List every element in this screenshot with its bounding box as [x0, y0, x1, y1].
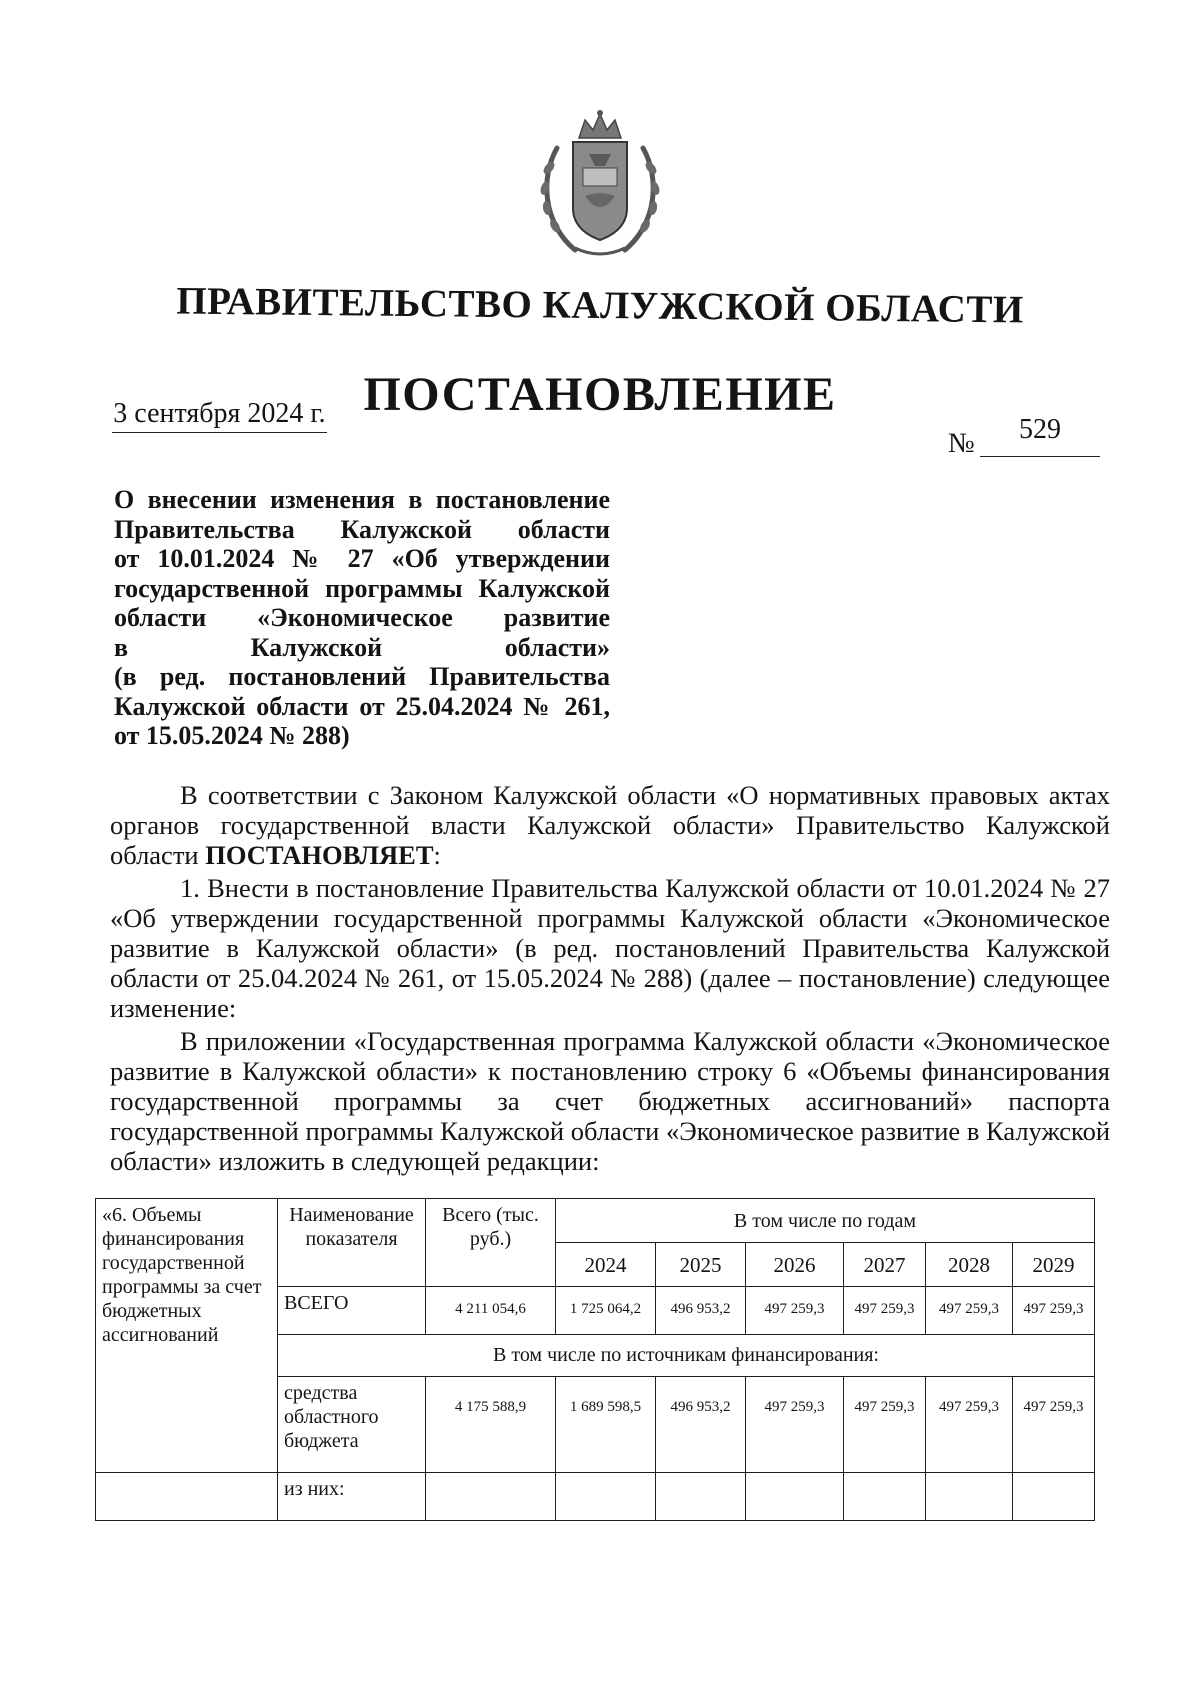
total-row-value: 497 259,3: [926, 1287, 1013, 1335]
regional-row-value: 1 689 598,5: [556, 1377, 656, 1473]
number-sign: №: [948, 428, 975, 459]
subject-line: О внесении изменения в постановление: [114, 485, 610, 514]
document-body: [110, 780, 1110, 1176]
clause-1-paragraph: 1. Внести в постановление Правительства Калужской области от 10.01.2024 № 27 «Об утверждении государственной программы Калужской области «Экономическое развитие в Калужской области» (в ред. постановлений Правительства Калужской области от 25.04.2024 № 261, от 15.05.2024 № 288) (далее – постановление) следующее изменение:: [110, 873, 1110, 1023]
empty-cell: [96, 1473, 278, 1521]
empty-cell: [746, 1473, 844, 1521]
year-header: 2028: [926, 1243, 1013, 1287]
total-row-value: 497 259,3: [746, 1287, 844, 1335]
total-header: Всего (тыс. руб.): [426, 1199, 556, 1287]
subject-line: (в ред. постановлений Правительства: [114, 662, 610, 691]
sources-header: В том числе по источникам финансирования:: [278, 1335, 1095, 1377]
organization-title: ПРАВИТЕЛЬСТВО КАЛУЖСКОЙ ОБЛАСТИ: [176, 279, 1024, 332]
regional-row-value: 497 259,3: [746, 1377, 844, 1473]
total-row-value: 497 259,3: [1013, 1287, 1095, 1335]
total-row-value: 1 725 064,2: [556, 1287, 656, 1335]
total-row-label: ВСЕГО: [278, 1287, 426, 1335]
document-date: 3 сентября 2024 г.: [112, 398, 327, 433]
regional-row-sum: 4 175 588,9: [426, 1377, 556, 1473]
year-header: 2027: [844, 1243, 926, 1287]
regional-row-label: средства областного бюджета: [278, 1377, 426, 1473]
year-header: 2026: [746, 1243, 844, 1287]
of-which-label: из них:: [278, 1473, 426, 1521]
empty-cell: [1013, 1473, 1095, 1521]
coat-of-arms-emblem: [535, 108, 665, 260]
year-header: 2024: [556, 1243, 656, 1287]
preamble-paragraph: [110, 780, 1110, 870]
years-group-header: В том числе по годам: [556, 1199, 1095, 1243]
empty-cell: [656, 1473, 746, 1521]
empty-cell: [844, 1473, 926, 1521]
financing-table: [95, 1198, 1095, 1521]
document-type-title: ПОСТАНОВЛЕНИЕ: [363, 368, 837, 421]
empty-cell: [926, 1473, 1013, 1521]
total-row-value: 496 953,2: [656, 1287, 746, 1335]
subject-line: от 15.05.2024 № 288): [114, 721, 350, 750]
empty-cell: [426, 1473, 556, 1521]
preamble-colon: :: [433, 840, 441, 870]
subject-line: государственной программы Калужской: [114, 573, 610, 603]
subject-line: от 10.01.2024 № 27 «Об утверждении: [114, 544, 610, 573]
amendment-paragraph: В приложении «Государственная программа Калужской области «Экономическое развитие в Калужской области» к постановлению строку 6 «Объемы финансирования государственной программы за счет бюджетных ассигнований» паспорта государственной программы Калужской области «Экономическое развитие в Калужской области» изложить в следующей редакции:: [110, 1026, 1110, 1176]
document-subject: [114, 485, 610, 751]
subject-line: области «Экономическое развитие: [114, 603, 610, 632]
regional-row-value: 497 259,3: [1013, 1377, 1095, 1473]
regional-row-value: 496 953,2: [656, 1377, 746, 1473]
indicator-header: Наименование показателя: [278, 1199, 426, 1287]
subject-line: в Калужской области»: [114, 632, 610, 662]
document-number: 529: [980, 414, 1100, 457]
resolves-keyword: ПОСТАНОВЛЯЕТ: [205, 840, 434, 870]
total-row-sum: 4 211 054,6: [426, 1287, 556, 1335]
year-header: 2025: [656, 1243, 746, 1287]
year-header: 2029: [1013, 1243, 1095, 1287]
total-row-value: 497 259,3: [844, 1287, 926, 1335]
empty-cell: [556, 1473, 656, 1521]
row-title-cell: «6. Объемы финансирования государственной программы за счет бюджетных ассигнований: [96, 1199, 278, 1473]
subject-line: Калужской области от 25.04.2024 № 261,: [114, 691, 610, 721]
table-row-of-which: [96, 1473, 1095, 1521]
subject-line: Правительства Калужской области: [114, 514, 610, 544]
regional-row-value: 497 259,3: [844, 1377, 926, 1473]
preamble-text: В соответствии с Законом Калужской области «О нормативных правовых актах органов государственной власти Калужской области» Правительство Калужской области: [110, 780, 1110, 870]
regional-row-value: 497 259,3: [926, 1377, 1013, 1473]
